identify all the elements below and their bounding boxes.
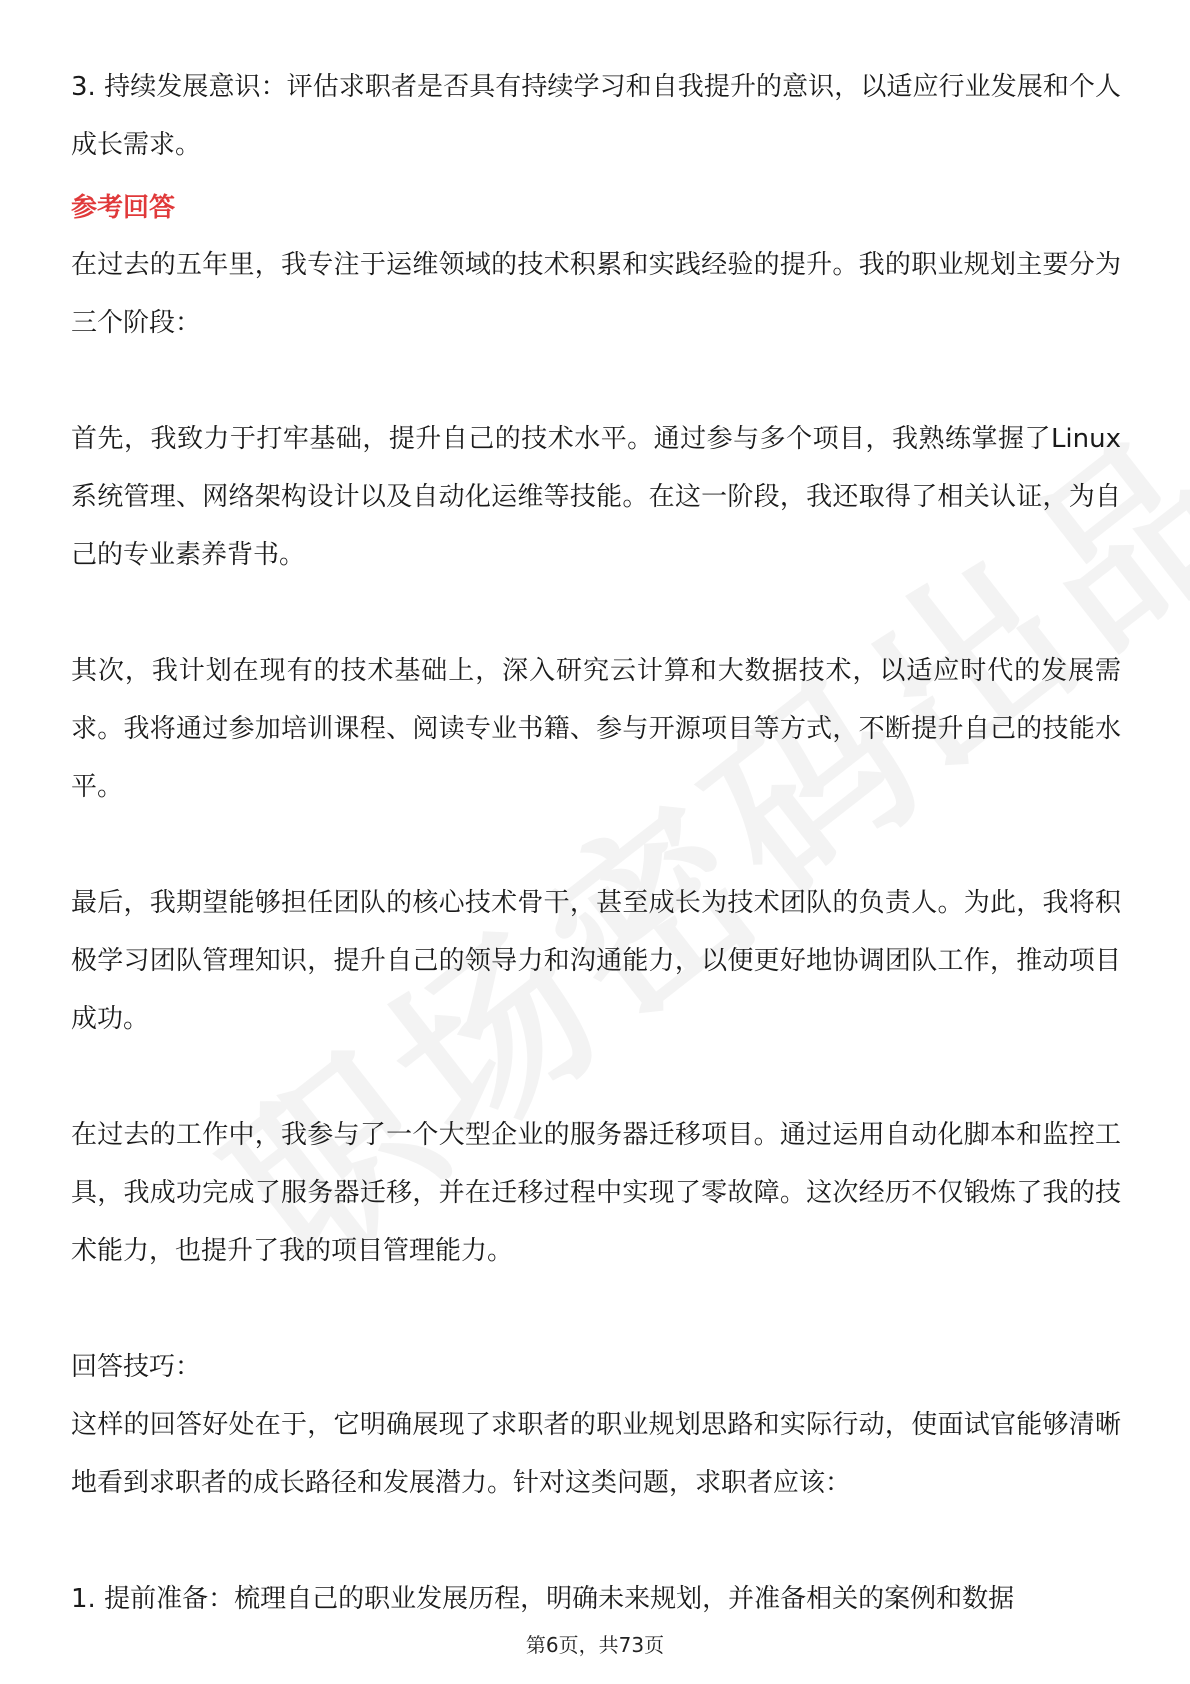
answer-paragraph-1: 在过去的五年里，我专注于运维领域的技术积累和实践经验的提升。我的职业规划主要分为三个阶段：	[71, 250, 1121, 338]
evaluation-item-3: 3. 持续发展意识：评估求职者是否具有持续学习和自我提升的意识，以适应行业发展和个人成长需求。	[71, 72, 1121, 160]
answer-paragraph-5: 在过去的工作中，我参与了一个大型企业的服务器迁移项目。通过运用自动化脚本和监控工具，我成功完成了服务器迁移，并在迁移过程中实现了零故障。这次经历不仅锻炼了我的技术能力，也提升了我的项目管理能力。	[71, 1120, 1121, 1266]
page-number: 第6页，共73页	[525, 1633, 665, 1657]
answer-paragraph-3: 其次，我计划在现有的技术基础上，深入研究云计算和大数据技术，以适应时代的发展需求。我将通过参加培训课程、阅读专业书籍、参与开源项目等方式，不断提升自己的技能水平。	[71, 656, 1121, 802]
tips-body: 这样的回答好处在于，它明确展现了求职者的职业规划思路和实际行动，使面试官能够清晰地看到求职者的成长路径和发展潜力。针对这类问题，求职者应该：	[71, 1410, 1121, 1498]
document-body	[71, 58, 1121, 1628]
reference-answer-heading: 参考回答	[71, 193, 176, 223]
tips-item-1: 1. 提前准备：梳理自己的职业发展历程，明确未来规划，并准备相关的案例和数据	[71, 1584, 1015, 1614]
answer-paragraph-4: 最后，我期望能够担任团队的核心技术骨干，甚至成长为技术团队的负责人。为此，我将积极学习团队管理知识，提升自己的领导力和沟通能力，以便更好地协调团队工作，推动项目成功。	[71, 888, 1121, 1034]
answer-paragraph-2: 首先，我致力于打牢基础，提升自己的技术水平。通过参与多个项目，我熟练掌握了Linux系统管理、网络架构设计以及自动化运维等技能。在这一阶段，我还取得了相关认证，为自己的专业素养背书。	[71, 424, 1121, 570]
tips-heading: 回答技巧：	[71, 1352, 202, 1382]
